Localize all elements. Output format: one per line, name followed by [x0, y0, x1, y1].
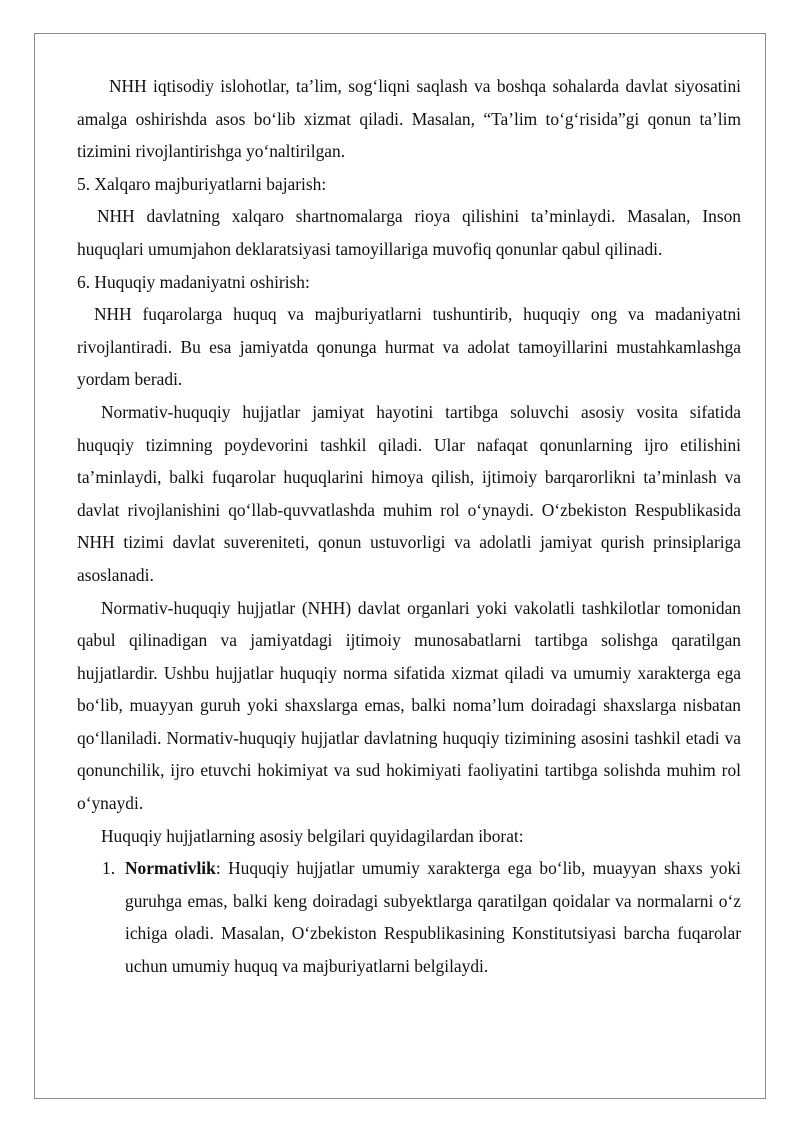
paragraph-legal-culture: NHH fuqarolarga huquq va majburiyatlarni tushuntirib, huquqiy ong va madaniyatni rivojlantiradi. Bu esa jamiyatda qonunga hurmat va adolat tamoyillarini mustahkamlashga yordam beradi.	[77, 304, 741, 390]
list-item-term: Normativlik	[125, 858, 216, 879]
section-heading-international-obligations: 5. Xalqaro majburiyatlarni bajarish:	[77, 173, 327, 194]
list-item-text: : Huquqiy hujjatlar umumiy xarakterga ega bo‘lib, muayyan shaxs yoki guruhga emas, balki keng doiradagi subyektlarga qaratilgan qoidalar va normalarni o‘z ichiga oladi. Masalan, O‘zbekiston Respublikasining Konstitutsiyasi barcha fuqarolar uchun umumiy huquq va majburiyatlarni belgilaydi.	[125, 858, 741, 977]
section-heading-legal-culture: 6. Huquqiy madaniyatni oshirish:	[77, 271, 310, 292]
features-list	[77, 852, 741, 982]
document-body	[77, 70, 741, 983]
list-item-number: 1.	[102, 858, 116, 879]
paragraph-nhh-definition: Normativ-huquqiy hujjatlar (NHH) davlat organlari yoki vakolatli tashkilotlar tomonidan qabul qilinadigan va jamiyatdagi ijtimoiy munosabatlarni tartibga solishga qaratilgan hujjatlardir. Ushbu hujjatlar huquqiy norma sifatida xizmat qiladi va umumiy xarakterga ega bo‘lib, muayyan guruh yoki shaxslarga emas, balki noma’lum doiradagi shaxslarga nisbatan qo‘llaniladi. Normativ-huquqiy hujjatlar davlatning huquqiy tizimining asosini tashkil etadi va qonunchilik, ijro etuvchi hokimiyat va sud hokimiyati faoliyatini tartibga solishda muhim rol o‘ynaydi.	[77, 597, 741, 814]
paragraph-nhh-foundation: Normativ-huquqiy hujjatlar jamiyat hayotini tartibga soluvchi asosiy vosita sifatida huquqiy tizimning poydevorini tashkil qiladi. Ular nafaqat qonunlarning ijro etilishini ta’minlaydi, balki fuqarolar huquqlarini himoya qilish, ijtimoiy barqarorlikni ta’minlash va davlat rivojlanishini qo‘llab-quvvatlashda muhim rol o‘ynaydi. O‘zbekiston Respublikasida NHH tizimi davlat suvereniteti, qonun ustuvorligi va adolatli jamiyat qurish prinsiplariga asoslanadi.	[77, 401, 741, 585]
paragraph-international-treaties: NHH davlatning xalqaro shartnomalarga rioya qilishini ta’minlaydi. Masalan, Inson huquqlari umumjahon deklaratsiyasi tamoyillariga muvofiq qonunlar qabul qilinadi.	[77, 206, 741, 259]
list-item	[77, 852, 741, 982]
paragraph-features-intro: Huquqiy hujjatlarning asosiy belgilari quyidagilardan iborat:	[101, 825, 524, 846]
paragraph-nhh-policy: NHH iqtisodiy islohotlar, ta’lim, sog‘liqni saqlash va boshqa sohalarda davlat siyosatini amalga oshirishda asos bo‘lib xizmat qiladi. Masalan, “Ta’lim to‘g‘risida”gi qonun ta’lim tizimini rivojlantirishga yo‘naltirilgan.	[77, 76, 741, 162]
